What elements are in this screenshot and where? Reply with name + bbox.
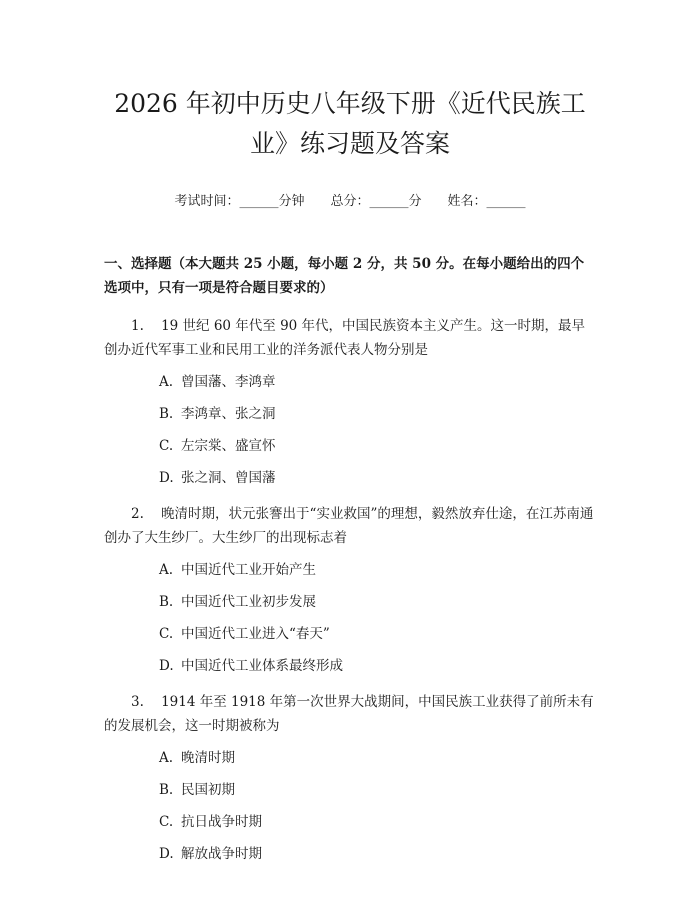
option-text: 抗日战争时期 [181, 814, 262, 830]
option-list [104, 560, 596, 676]
option-letter: B. [159, 594, 174, 610]
option-d [104, 656, 596, 676]
option-b [104, 592, 596, 612]
option-letter: C. [159, 438, 174, 454]
option-letter: A. [159, 562, 174, 578]
option-letter: D. [159, 846, 174, 862]
option-text: 中国近代工业初步发展 [181, 594, 316, 610]
question-number: 1. [131, 318, 144, 334]
option-a [104, 748, 596, 768]
option-b [104, 404, 596, 424]
question-text [104, 314, 596, 362]
option-letter: C. [159, 626, 174, 642]
option-letter: C. [159, 814, 174, 830]
option-c [104, 436, 596, 456]
document-title: 2026 年初中历史八年级下册《近代民族工业》练习题及答案 [114, 89, 586, 158]
option-d [104, 468, 596, 488]
question-number: 2. [131, 506, 144, 522]
question-stem: 晚清时期，状元张謇出于“实业救国”的理想，毅然放弃仕途，在江苏南通创办了大生纱厂。大生纱厂的出现标志着 [104, 506, 594, 546]
name-field: 姓名：______ [447, 194, 526, 209]
option-d [104, 844, 596, 864]
option-text: 左宗棠、盛宣怀 [181, 438, 276, 454]
option-text: 张之洞、曾国藩 [181, 470, 276, 486]
option-text: 李鸿章、张之洞 [181, 406, 276, 422]
option-c [104, 812, 596, 832]
option-text: 晚清时期 [181, 750, 235, 766]
option-letter: A. [159, 750, 174, 766]
section-heading: 一、选择题（本大题共 25 小题，每小题 2 分，共 50 分。在每小题给出的四个选项中，只有一项是符合题目要求的） [104, 256, 585, 296]
option-b [104, 780, 596, 800]
total-score-field: 总分：______分 [330, 194, 422, 209]
question-text [104, 502, 596, 550]
question-number: 3. [131, 694, 144, 710]
option-text: 中国近代工业开始产生 [181, 562, 316, 578]
exam-meta [104, 192, 596, 212]
option-letter: A. [159, 374, 174, 390]
option-letter: D. [159, 658, 174, 674]
question-1 [104, 314, 596, 488]
option-list [104, 748, 596, 864]
option-text: 解放战争时期 [181, 846, 262, 862]
question-stem: 1914 年至 1918 年第一次世界大战期间，中国民族工业获得了前所未有的发展机会，这一时期被称为 [104, 694, 594, 734]
question-3 [104, 690, 596, 864]
option-list [104, 372, 596, 488]
option-text: 曾国藩、李鸿章 [181, 374, 276, 390]
option-text: 中国近代工业进入“春天” [181, 626, 330, 642]
option-letter: B. [159, 406, 174, 422]
option-letter: D. [159, 470, 174, 486]
option-a [104, 372, 596, 392]
option-text: 中国近代工业体系最终形成 [181, 658, 343, 674]
option-letter: B. [159, 782, 174, 798]
exam-time-field: 考试时间：______分钟 [174, 194, 305, 209]
option-text: 民国初期 [181, 782, 235, 798]
question-stem: 19 世纪 60 年代至 90 年代，中国民族资本主义产生。这一时期，最早创办近代军事工业和民用工业的洋务派代表人物分别是 [104, 318, 586, 358]
option-c [104, 624, 596, 644]
option-a [104, 560, 596, 580]
question-text [104, 690, 596, 738]
question-2 [104, 502, 596, 676]
